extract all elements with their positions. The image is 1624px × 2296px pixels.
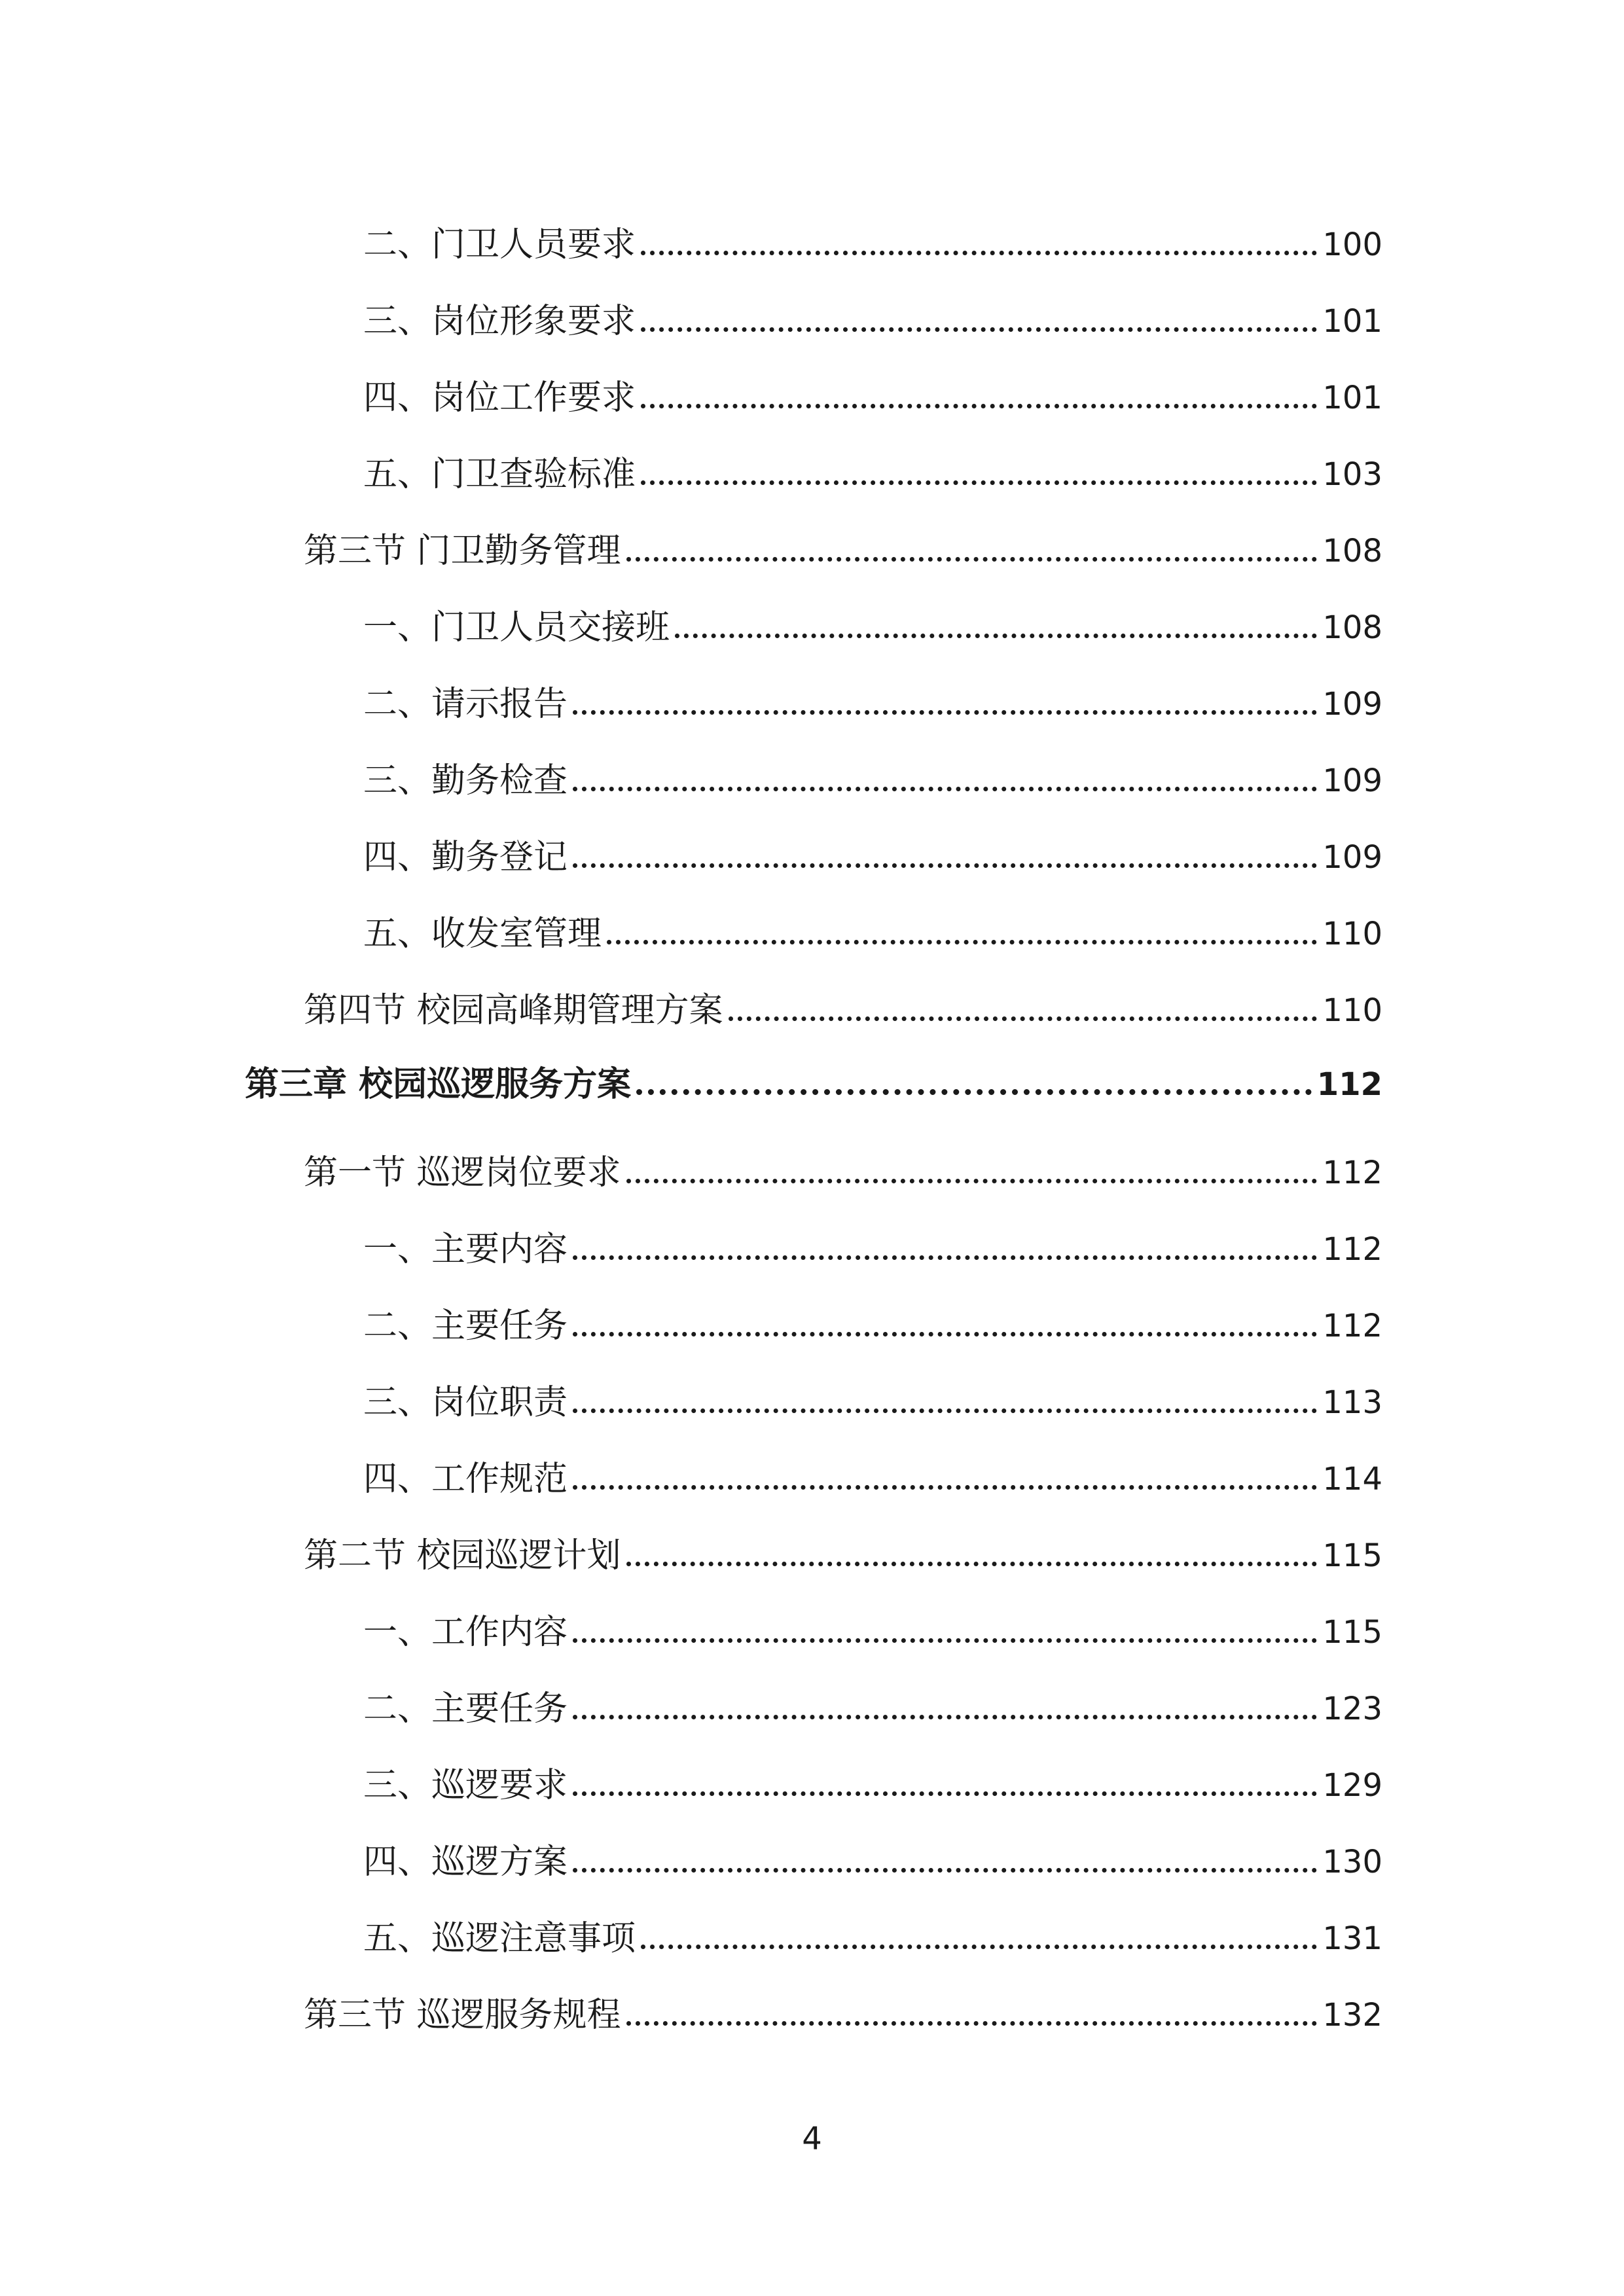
toc-entry-page: 130 (1322, 1844, 1382, 1880)
toc-entry[interactable] (363, 1683, 1382, 1735)
toc-entry-title: 第一节 巡逻岗位要求 (304, 1153, 621, 1193)
toc-entry-page: 112 (1316, 1066, 1382, 1103)
toc-leader-dots (573, 787, 1317, 791)
toc-entry-title: 二、请示报告 (363, 685, 568, 724)
toc-entry[interactable] (363, 1912, 1382, 1965)
toc-entry-title: 四、工作规范 (363, 1460, 568, 1499)
toc-entry-title: 一、主要内容 (363, 1230, 568, 1269)
toc-chapter-entry[interactable] (245, 1058, 1382, 1111)
toc-entry-title: 一、门卫人员交接班 (363, 608, 670, 647)
toc-entry-title: 三、岗位形象要求 (363, 302, 636, 341)
toc-entry-title: 第四节 校园高峰期管理方案 (304, 991, 723, 1030)
toc-entry[interactable] (363, 1836, 1382, 1888)
toc-leader-dots (607, 940, 1317, 944)
toc-entry-page: 115 (1322, 1614, 1382, 1651)
toc-leader-dots (573, 1715, 1317, 1719)
toc-entry-title: 二、主要任务 (363, 1689, 568, 1729)
toc-leader-dots (641, 404, 1317, 408)
toc-leader-dots (641, 1945, 1317, 1949)
toc-leader-dots (573, 1408, 1317, 1413)
toc-entry-page: 110 (1322, 992, 1382, 1029)
toc-leader-dots (626, 557, 1318, 562)
toc-entry-page: 101 (1322, 303, 1382, 340)
toc-entry-title: 五、门卫查验标准 (363, 455, 636, 494)
toc-leader-dots (675, 634, 1317, 638)
toc-entry-page: 114 (1322, 1461, 1382, 1498)
toc-leader-dots (573, 1485, 1317, 1490)
toc-entry-page: 131 (1322, 1920, 1382, 1957)
toc-leader-dots (636, 1089, 1312, 1095)
toc-entry-page: 113 (1322, 1384, 1382, 1421)
toc-entry[interactable] (363, 1300, 1382, 1352)
toc-entry-title: 第三章 校园巡逻服务方案 (245, 1064, 632, 1104)
toc-entry-page: 112 (1322, 1308, 1382, 1344)
toc-entry[interactable] (363, 1453, 1382, 1505)
toc-entry[interactable] (363, 908, 1382, 960)
toc-entry[interactable] (363, 372, 1382, 424)
toc-entry-title: 三、岗位职责 (363, 1383, 568, 1422)
toc-leader-dots (573, 1638, 1317, 1643)
toc-entry-page: 101 (1322, 380, 1382, 416)
toc-entry-title: 一、工作内容 (363, 1613, 568, 1652)
toc-leader-dots (641, 327, 1317, 332)
toc-leader-dots (626, 2021, 1318, 2026)
toc-leader-dots (626, 1179, 1318, 1183)
toc-entry-title: 四、巡逻方案 (363, 1842, 568, 1882)
toc-entry-page: 108 (1322, 609, 1382, 646)
page-number: 4 (802, 2121, 822, 2157)
toc-leader-dots (573, 1791, 1317, 1796)
toc-entry-title: 二、主要任务 (363, 1306, 568, 1346)
toc-entry-title: 三、巡逻要求 (363, 1766, 568, 1805)
toc-entry-page: 112 (1322, 1155, 1382, 1191)
toc-leader-dots (573, 710, 1317, 715)
toc-entry-page: 115 (1322, 1537, 1382, 1574)
toc-leader-dots (641, 480, 1317, 485)
toc-entry-page: 109 (1322, 762, 1382, 799)
toc-entry-page: 112 (1322, 1231, 1382, 1268)
toc-entry[interactable] (363, 1376, 1382, 1429)
toc-entry-title: 五、巡逻注意事项 (363, 1919, 636, 1958)
toc-entry-title: 四、勤务登记 (363, 838, 568, 877)
toc-entry[interactable] (363, 1606, 1382, 1659)
toc-entry-title: 三、勤务检查 (363, 761, 568, 800)
toc-entry-title: 第三节 巡逻服务规程 (304, 1996, 621, 2035)
toc-leader-dots (626, 1562, 1318, 1566)
toc-entry[interactable] (304, 1989, 1382, 2041)
toc-entry[interactable] (363, 831, 1382, 884)
toc-entry-title: 四、岗位工作要求 (363, 378, 636, 418)
toc-entry-page: 109 (1322, 686, 1382, 723)
toc-entry-page: 123 (1322, 1691, 1382, 1727)
toc-entry-page: 132 (1322, 1997, 1382, 2034)
toc-entry[interactable] (304, 1530, 1382, 1582)
toc-entry-page: 100 (1322, 226, 1382, 263)
toc-entry[interactable] (304, 525, 1382, 577)
toc-entry[interactable] (363, 1223, 1382, 1276)
toc-entry-page: 108 (1322, 533, 1382, 569)
toc-leader-dots (573, 1332, 1317, 1336)
toc-entry-page: 110 (1322, 916, 1382, 952)
toc-entry-page: 109 (1322, 839, 1382, 876)
toc-entry-title: 二、门卫人员要求 (363, 225, 636, 264)
toc-entry-title: 第二节 校园巡逻计划 (304, 1536, 621, 1575)
toc-leader-dots (573, 1255, 1317, 1260)
toc-entry[interactable] (363, 219, 1382, 271)
toc-entry-page: 129 (1322, 1767, 1382, 1804)
toc-entry[interactable] (363, 678, 1382, 730)
toc-leader-dots (641, 251, 1317, 255)
toc-entry[interactable] (363, 448, 1382, 501)
toc-entry[interactable] (304, 1147, 1382, 1199)
toc-entry[interactable] (363, 295, 1382, 348)
toc-leader-dots (573, 1868, 1317, 1873)
toc-entry[interactable] (363, 601, 1382, 654)
toc-leader-dots (729, 1016, 1318, 1021)
toc-entry[interactable] (363, 1759, 1382, 1812)
toc-entry[interactable] (363, 755, 1382, 807)
toc-entry-title: 第三节 门卫勤务管理 (304, 531, 621, 571)
toc-entry[interactable] (304, 984, 1382, 1037)
toc-entry-page: 103 (1322, 456, 1382, 493)
toc-leader-dots (573, 863, 1317, 868)
toc-entry-title: 五、收发室管理 (363, 914, 602, 954)
